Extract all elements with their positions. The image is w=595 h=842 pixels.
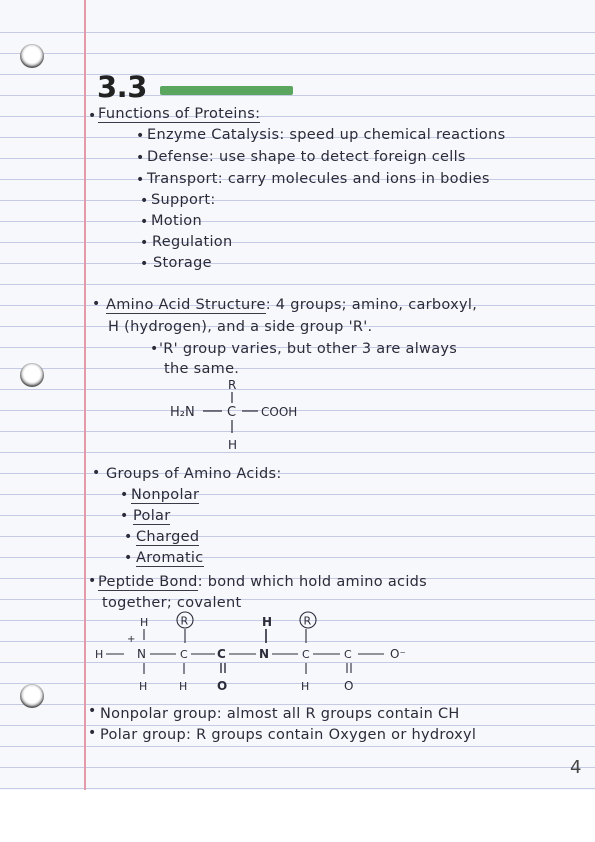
bullet: •	[124, 550, 133, 566]
svg-text:O: O	[344, 679, 354, 693]
r-group-circle: R	[180, 614, 189, 628]
amino-structure-sub2: the same.	[164, 361, 240, 377]
svg-text:C: C	[344, 648, 352, 661]
formula-hydrogen: H	[228, 438, 238, 452]
groups-heading: Groups of Amino Acids:	[106, 466, 282, 482]
bullet: •	[88, 573, 97, 589]
bullet: •	[140, 193, 149, 209]
svg-text:C: C	[180, 648, 188, 661]
carbonyl-carbon: C	[217, 647, 226, 661]
group-item: Charged	[136, 529, 200, 545]
svg-text:H: H	[179, 680, 188, 693]
bullet: •	[136, 128, 145, 144]
function-item: Enzyme Catalysis: speed up chemical reactions	[147, 127, 506, 143]
bullet: •	[88, 725, 97, 741]
function-item: Support:	[151, 192, 216, 208]
bullet: •	[140, 214, 149, 230]
carboxylate: O⁻	[390, 647, 406, 661]
section-number: 3.3	[97, 70, 147, 104]
group-item: Nonpolar	[131, 487, 200, 503]
amino-structure-line2: H (hydrogen), and a side group 'R'.	[108, 319, 373, 335]
note-nonpolar: Nonpolar group: almost all R groups contain CH	[100, 706, 460, 722]
peptide-line1: Peptide Bond: bond which hold amino acids	[98, 574, 428, 590]
svg-text:H: H	[139, 680, 148, 693]
formula-carboxyl: COOH	[261, 405, 298, 419]
function-item: Storage	[153, 255, 212, 271]
svg-text:H: H	[262, 615, 273, 629]
svg-text:N: N	[137, 647, 146, 661]
note-polar: Polar group: R groups contain Oxygen or hydroxyl	[100, 727, 477, 743]
group-item: Aromatic	[136, 550, 204, 566]
bullet: •	[120, 487, 129, 503]
svg-text:H: H	[95, 648, 104, 661]
function-item: Defense: use shape to detect foreign cells	[147, 149, 466, 165]
svg-text:O: O	[217, 679, 228, 693]
bullet: •	[88, 703, 97, 719]
bullet: •	[140, 235, 149, 251]
page-number: 4	[570, 757, 582, 778]
svg-text:H: H	[140, 616, 149, 629]
amino-structure-line1: Amino Acid Structure: 4 groups; amino, carboxyl,	[106, 297, 478, 313]
amino-acid-formula	[170, 378, 297, 452]
svg-text:+: +	[127, 634, 136, 645]
bullet: •	[92, 465, 101, 481]
bullet: •	[92, 296, 101, 312]
bullet: •	[150, 341, 159, 357]
function-item: Motion	[151, 213, 202, 229]
function-item: Transport: carry molecules and ions in bodies	[147, 171, 490, 187]
bullet: •	[136, 172, 145, 188]
bullet: •	[124, 529, 133, 545]
amide-nitrogen: N	[259, 647, 270, 661]
bullet: •	[136, 150, 145, 166]
bullet: •	[88, 108, 97, 124]
svg-text:C: C	[302, 648, 310, 661]
group-item: Polar	[133, 508, 171, 524]
amino-structure-sub1: 'R' group varies, but other 3 are always	[159, 341, 458, 357]
peptide-line2: together; covalent	[102, 595, 242, 611]
r-group-circle: R	[303, 614, 312, 628]
bullet: •	[140, 256, 149, 272]
formula-amino: H₂N	[170, 405, 195, 420]
peptide-bond-diagram	[95, 612, 406, 693]
svg-text:H: H	[301, 680, 310, 693]
formula-carbon: C	[227, 405, 237, 420]
bullet: •	[120, 508, 129, 524]
formula-r: R	[228, 378, 237, 392]
function-item: Regulation	[152, 234, 233, 250]
functions-heading: Functions of Proteins:	[98, 106, 261, 122]
